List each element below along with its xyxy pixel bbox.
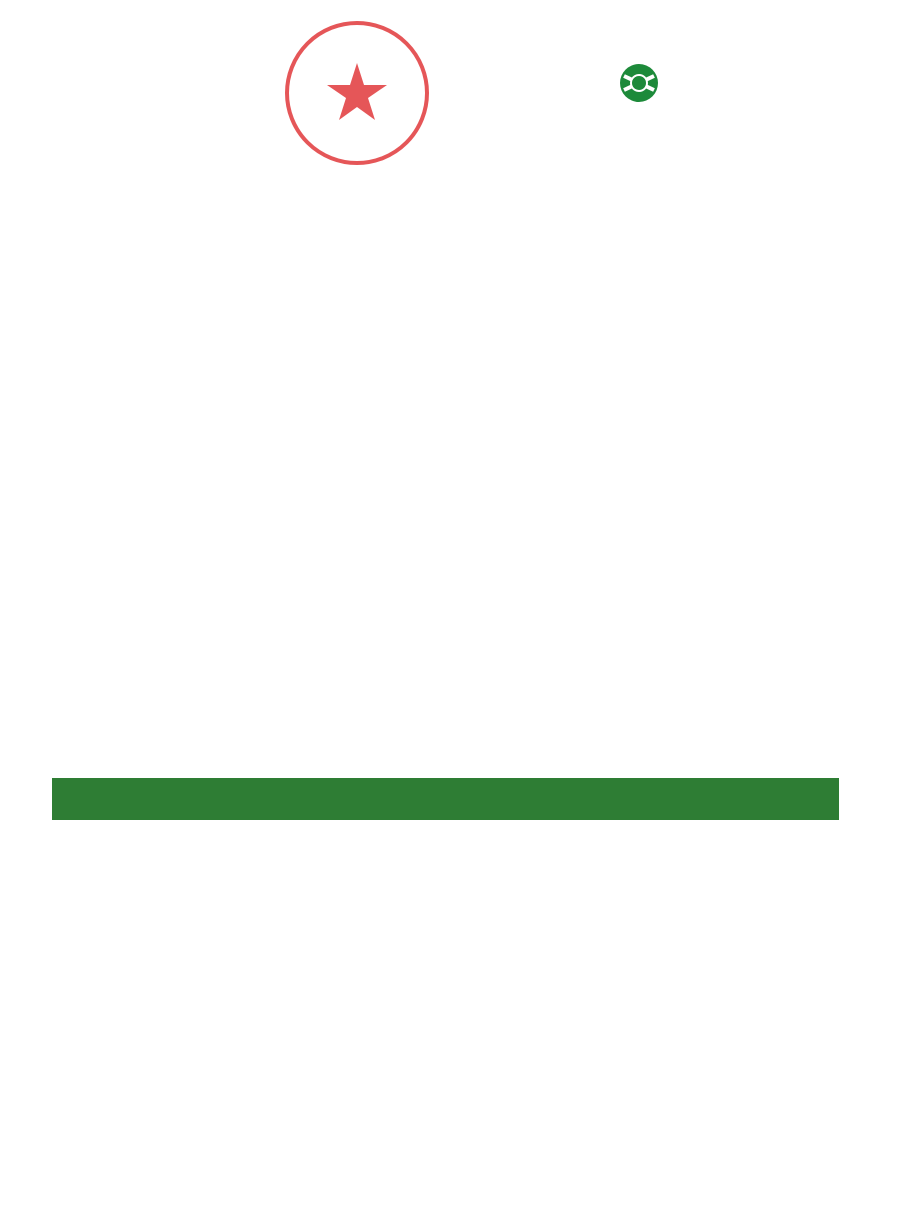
header-program-form: [53, 779, 313, 820]
station-logo: [618, 62, 818, 106]
radio-logo-icon: [618, 62, 660, 104]
special-resources-table: [52, 778, 839, 820]
official-seal: [282, 18, 432, 168]
header-fee-standard: [313, 779, 839, 820]
